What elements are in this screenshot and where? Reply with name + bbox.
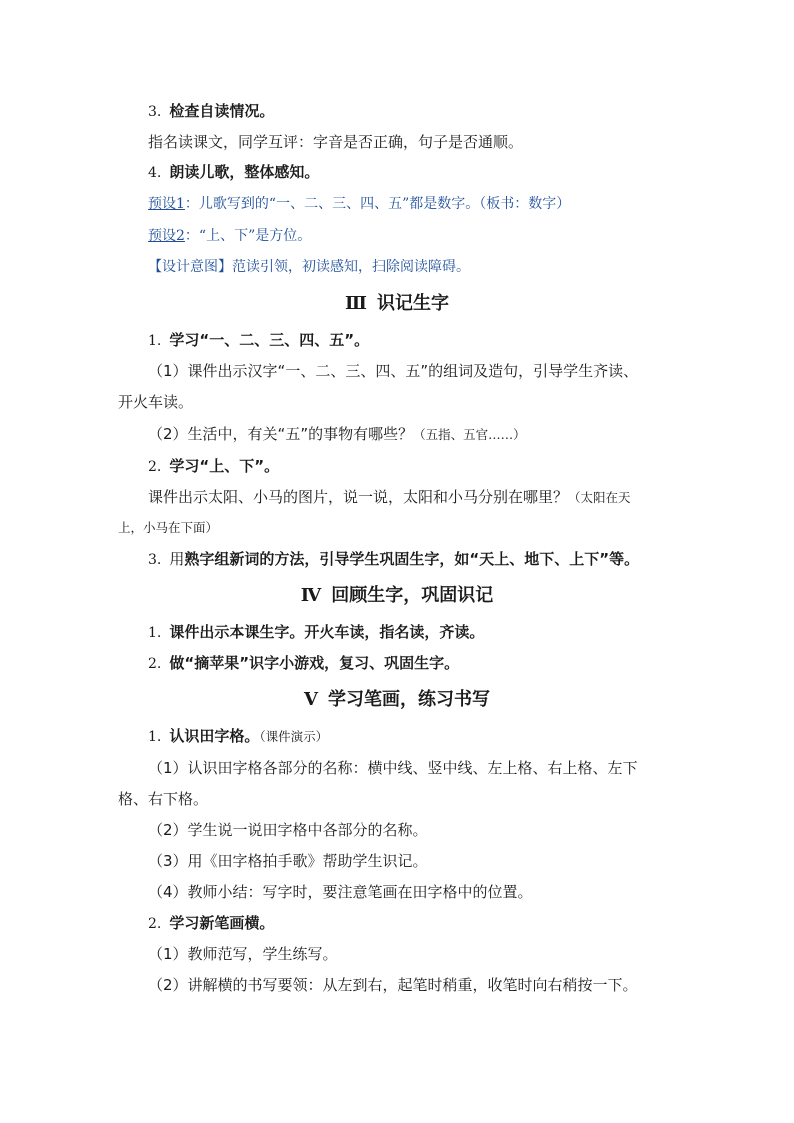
section-roman-numeral: Ⅳ	[300, 585, 322, 606]
step-3-heading	[148, 548, 639, 571]
preset-text: ：“上、下”是方位。	[184, 228, 312, 244]
step-1-heading	[148, 329, 369, 352]
paragraph: 指名读课文，同学互评：字音是否正确，句子是否通顺。	[148, 133, 524, 151]
answer-note: （五指、五官……）	[413, 427, 526, 442]
paragraph-continuation: 开火车读。	[118, 393, 194, 411]
section-heading	[0, 584, 794, 608]
step-title: 学习“上、下”。	[169, 457, 280, 475]
section-heading	[0, 292, 794, 316]
step-text: 课件出示本课生字。开火车读，指名读，齐读。	[169, 623, 485, 641]
paragraph: （2）讲解横的书写要领：从左到右，起笔时稍重，收笔时向右稍按一下。	[148, 976, 638, 994]
section-title: 回顾生字，巩固识记	[331, 585, 494, 606]
step-2	[148, 652, 459, 675]
step-number: 1.	[148, 729, 162, 745]
step-title: 学习“一、二、三、四、五”。	[169, 331, 370, 349]
step-3-heading	[148, 100, 274, 123]
paragraph: （1）认识田字格各部分的名称：横中线、竖中线、左上格、右上格、左下	[148, 759, 638, 777]
step-text: 做“摘苹果”识字小游戏，复习、巩固生字。	[169, 654, 460, 672]
section-roman-numeral: Ⅴ	[304, 689, 318, 710]
paragraph: （1）课件出示汉字“一、二、三、四、五”的组词及造句，引导学生齐读、	[148, 362, 639, 380]
preset-2	[148, 225, 311, 247]
paragraph	[148, 486, 631, 509]
paragraph-continuation: 格、右下格。	[118, 790, 209, 808]
design-intent: 【设计意图】范读引领，初读感知，扫除阅读障碍。	[148, 259, 470, 275]
step-1	[148, 621, 484, 644]
step-number: 1.	[148, 625, 162, 641]
section-title: 识记生字	[376, 293, 449, 314]
step-title: 朗读儿歌，整体感知。	[169, 163, 320, 181]
preset-text: ：儿歌写到的“一、二、三、四、五”都是数字。（板书：数字）	[184, 196, 571, 212]
step-title: 检查自读情况。	[169, 102, 275, 120]
preset-1	[148, 193, 570, 215]
step-text-bold: 熟字组新词的方法，引导学生巩固生字，如“天上、地下、上下”等。	[184, 550, 640, 568]
step-4-heading	[148, 161, 319, 184]
answer-note: （太阳在天	[568, 490, 631, 505]
paragraph-text: （2）生活中，有关“五”的事物有哪些？	[148, 425, 414, 443]
step-note: （课件演示）	[259, 729, 329, 744]
paragraph: （2）学生说一说田字格中各部分的名称。	[148, 821, 428, 839]
step-number: 2.	[148, 916, 162, 932]
preset-label: 预设2	[148, 228, 185, 244]
step-1-heading	[148, 725, 328, 748]
paragraph	[148, 423, 526, 446]
paragraph: （3）用《田字格拍手歌》帮助学生识记。	[148, 852, 428, 870]
section-title: 学习笔画，练习书写	[327, 689, 490, 710]
paragraph: （1）教师范写，学生练写。	[148, 945, 338, 963]
step-title: 学习新笔画横。	[169, 914, 275, 932]
step-number: 2.	[148, 459, 162, 475]
step-number: 1.	[148, 333, 162, 349]
step-text: 用	[169, 550, 185, 568]
step-number: 3.	[148, 552, 162, 568]
section-roman-numeral: Ⅲ	[345, 293, 367, 314]
paragraph: （4）教师小结：写字时，要注意笔画在田字格中的位置。	[148, 883, 533, 901]
step-number: 4.	[148, 165, 162, 181]
step-number: 3.	[148, 104, 162, 120]
step-number: 2.	[148, 656, 162, 672]
paragraph-text: 课件出示太阳、小马的图片，说一说，太阳和小马分别在哪里？	[148, 488, 569, 506]
preset-label: 预设1	[148, 196, 185, 212]
section-heading	[0, 688, 794, 712]
step-2-heading	[148, 912, 274, 935]
step-title: 认识田字格。	[169, 727, 260, 745]
step-2-heading	[148, 455, 279, 478]
answer-note-continuation: 上，小马在下面）	[118, 520, 219, 535]
